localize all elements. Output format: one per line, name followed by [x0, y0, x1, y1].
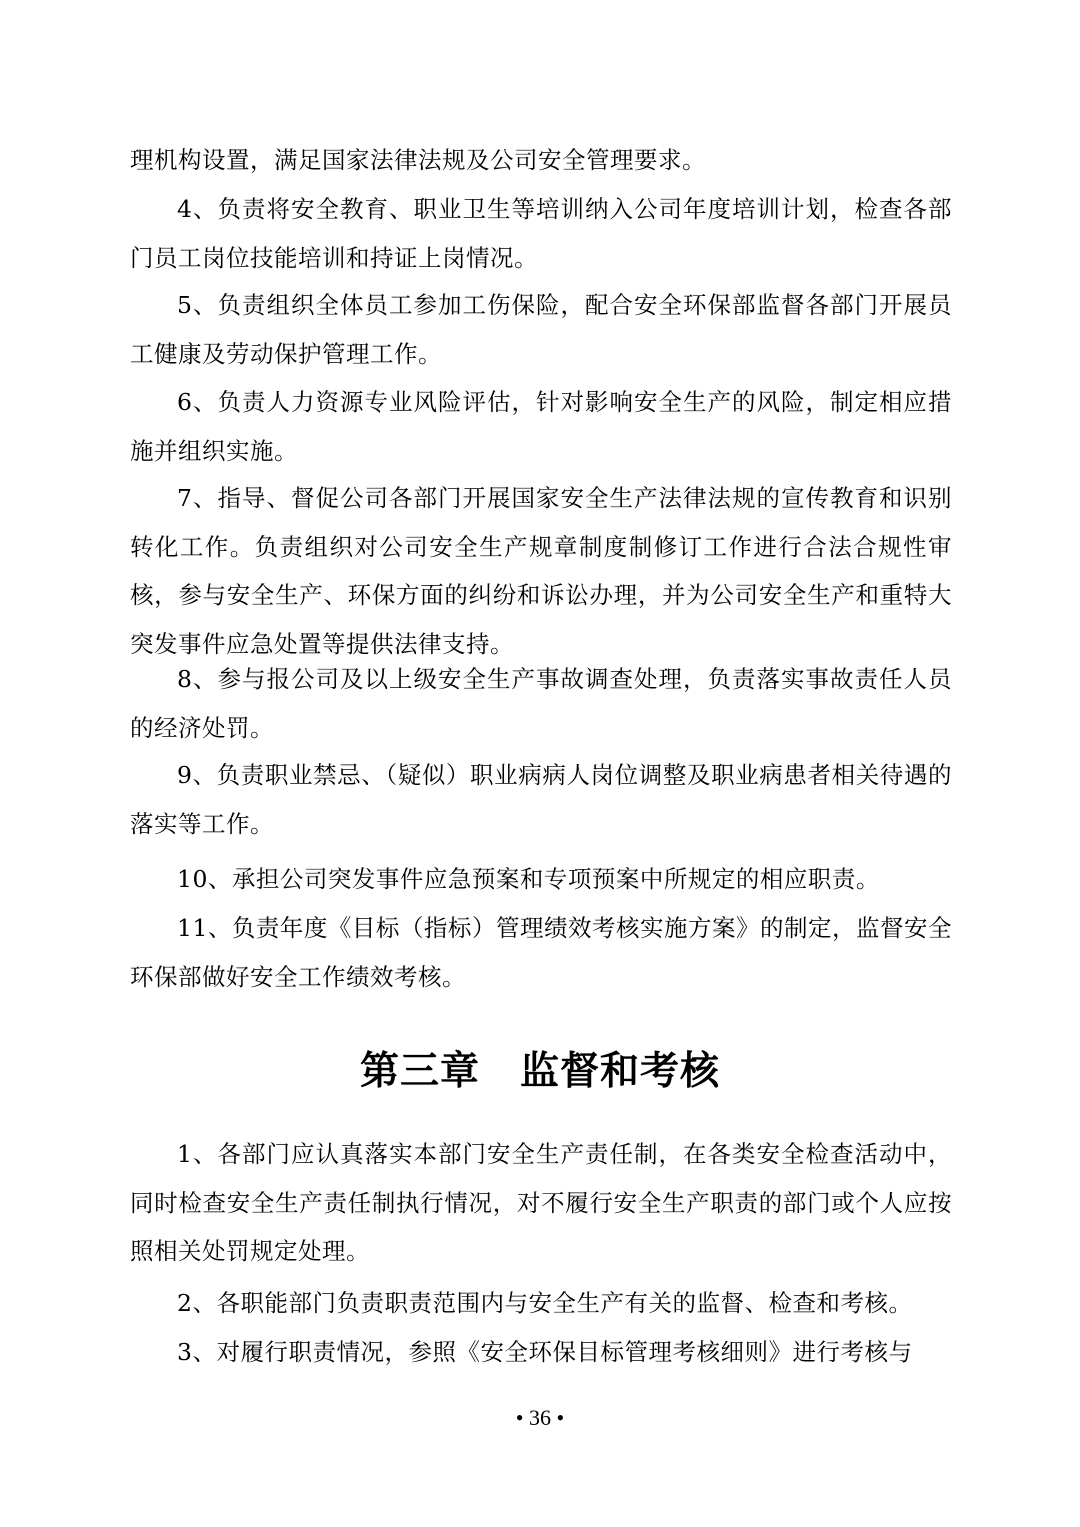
paragraph-item-6: 6、负责人力资源专业风险评估，针对影响安全生产的风险，制定相应措施并组织实施。: [130, 388, 952, 465]
chapter-title: 第三章 监督和考核: [359, 1049, 720, 1094]
paragraph-item-11: 11、负责年度《目标（指标）管理绩效考核实施方案》的制定，监督安全环保部做好安全工作绩效考核。: [130, 914, 952, 991]
paragraph-review-2: 2、各职能部门负责职责范围内与安全生产有关的监督、检查和考核。: [177, 1289, 913, 1317]
paragraph-item-7: 7、指导、督促公司各部门开展国家安全生产法律法规的宣传教育和识别转化工作。负责组织对公司安全生产规章制度制修订工作进行合法合规性审核，参与安全生产、环保方面的纠纷和诉讼办理，并为公司安全生产和重特大突发事件应急处置等提供法律支持。: [130, 484, 952, 658]
page-number: • 36 •: [515, 1405, 565, 1430]
paragraph-item-9: 9、负责职业禁忌、（疑似）职业病病人岗位调整及职业病患者相关待遇的落实等工作。: [130, 761, 952, 838]
paragraph-item-10: 10、承担公司突发事件应急预案和专项预案中所规定的相应职责。: [177, 865, 880, 893]
paragraph-item-4: 4、负责将安全教育、职业卫生等培训纳入公司年度培训计划，检查各部门员工岗位技能培训和持证上岗情况。: [130, 195, 952, 272]
paragraph-continued: 理机构设置，满足国家法律法规及公司安全管理要求。: [130, 146, 706, 174]
paragraph-review-3: 3、对履行职责情况，参照《安全环保目标管理考核细则》进行考核与: [177, 1338, 913, 1366]
paragraph-review-1: 1、各部门应认真落实本部门安全生产责任制，在各类安全检查活动中，同时检查安全生产责任制执行情况，对不履行安全生产职责的部门或个人应按照相关处罚规定处理。: [130, 1140, 952, 1265]
paragraph-item-8: 8、参与报公司及以上级安全生产事故调查处理，负责落实事故责任人员的经济处罚。: [130, 665, 952, 742]
paragraph-item-5: 5、负责组织全体员工参加工伤保险，配合安全环保部监督各部门开展员工健康及劳动保护管理工作。: [130, 291, 952, 368]
